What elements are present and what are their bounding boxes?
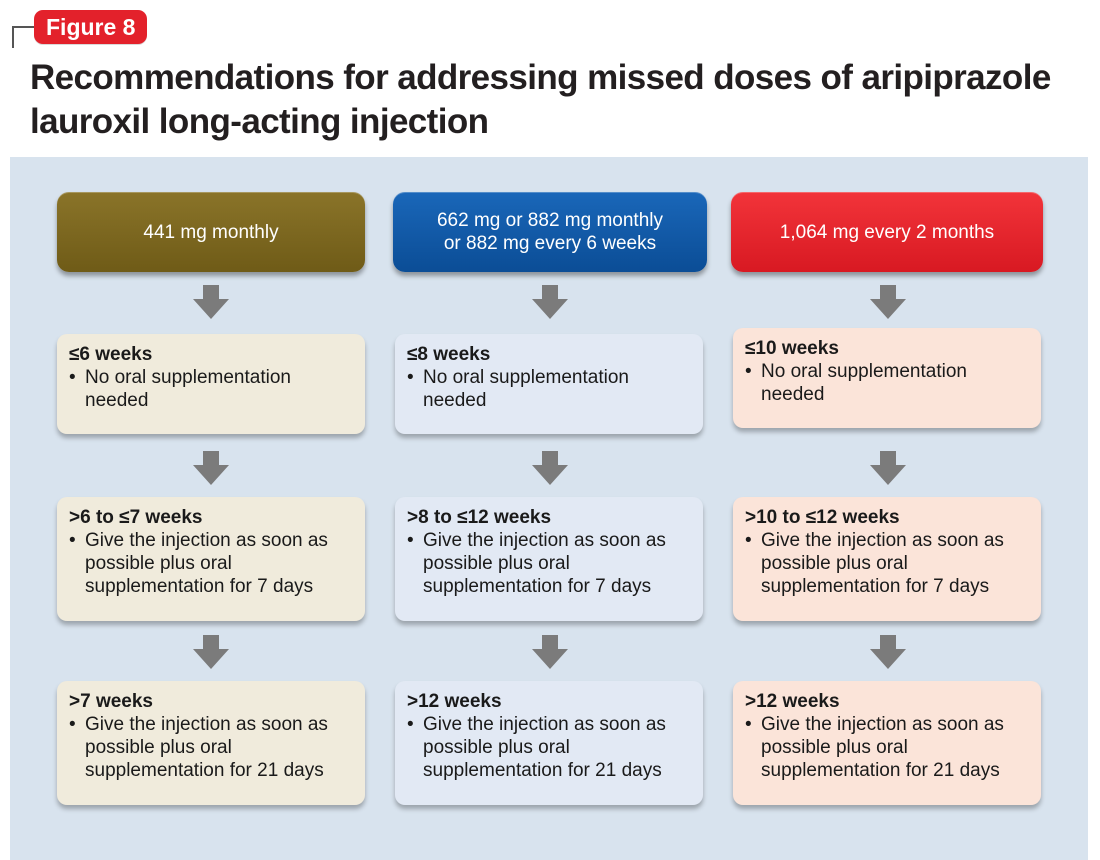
recommendation-box bbox=[395, 497, 703, 621]
column-header-1064mg: 1,064 mg every 2 months bbox=[731, 192, 1043, 272]
recommendation-box bbox=[57, 681, 365, 805]
recommendation-text: • No oral supplementation needed bbox=[69, 367, 291, 411]
recommendation-box bbox=[733, 681, 1041, 805]
recommendation-text: • Give the injection as soon as possible plus oral supplementation for 21 days bbox=[407, 714, 666, 781]
down-arrow-icon bbox=[532, 635, 568, 669]
recommendation-box bbox=[57, 334, 365, 434]
interval-condition: ≤8 weeks bbox=[407, 344, 491, 365]
recommendation-box bbox=[395, 681, 703, 805]
down-arrow-icon bbox=[193, 451, 229, 485]
down-arrow-icon bbox=[532, 285, 568, 319]
recommendation-box bbox=[733, 497, 1041, 621]
down-arrow-icon bbox=[870, 451, 906, 485]
interval-condition: >10 to ≤12 weeks bbox=[745, 507, 900, 528]
recommendation-text: • Give the injection as soon as possible plus oral supplementation for 7 days bbox=[745, 530, 1004, 597]
figure-label: Figure 8 bbox=[34, 10, 147, 44]
down-arrow-icon bbox=[193, 635, 229, 669]
recommendation-text: • Give the injection as soon as possible plus oral supplementation for 21 days bbox=[745, 714, 1004, 781]
interval-condition: >7 weeks bbox=[69, 691, 153, 712]
interval-condition: >12 weeks bbox=[407, 691, 502, 712]
interval-condition: ≤10 weeks bbox=[745, 338, 839, 359]
interval-condition: >8 to ≤12 weeks bbox=[407, 507, 552, 528]
down-arrow-icon bbox=[870, 285, 906, 319]
column-header-441mg: 441 mg monthly bbox=[57, 192, 365, 272]
interval-condition: >6 to ≤7 weeks bbox=[69, 507, 203, 528]
recommendation-box bbox=[733, 328, 1041, 428]
recommendation-box bbox=[57, 497, 365, 621]
down-arrow-icon bbox=[193, 285, 229, 319]
recommendation-text: • No oral supplementation needed bbox=[745, 361, 967, 405]
recommendation-text: • Give the injection as soon as possible plus oral supplementation for 7 days bbox=[407, 530, 666, 597]
recommendation-text: • Give the injection as soon as possible plus oral supplementation for 7 days bbox=[69, 530, 328, 597]
recommendation-text: • Give the injection as soon as possible plus oral supplementation for 21 days bbox=[69, 714, 328, 781]
down-arrow-icon bbox=[870, 635, 906, 669]
figure-label-bracket bbox=[12, 26, 36, 48]
down-arrow-icon bbox=[532, 451, 568, 485]
column-header-662-882mg: 662 mg or 882 mg monthly or 882 mg every 6 weeks bbox=[393, 192, 707, 272]
interval-condition: ≤6 weeks bbox=[69, 344, 153, 365]
figure-title: Recommendations for addressing missed doses of aripiprazole lauroxil long-acting injection bbox=[30, 58, 1051, 141]
interval-condition: >12 weeks bbox=[745, 691, 840, 712]
recommendation-box bbox=[395, 334, 703, 434]
recommendation-text: • No oral supplementation needed bbox=[407, 367, 629, 411]
